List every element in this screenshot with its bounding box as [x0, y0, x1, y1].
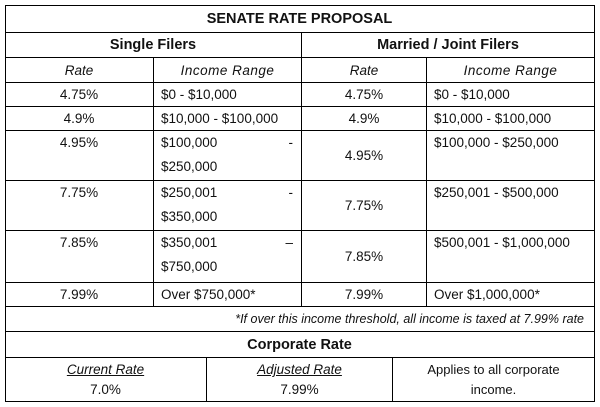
range-end: $350,000	[161, 209, 218, 224]
married-rate-cell: 7.99%	[302, 283, 427, 307]
married-rate-column-header: Rate	[302, 58, 427, 83]
single-range-cell	[154, 131, 302, 181]
current-rate-cell	[5, 358, 207, 402]
single-rate-cell: 7.75%	[5, 181, 154, 231]
single-range-cell: Over $750,000*	[154, 283, 302, 307]
married-filers-header: Married / Joint Filers	[302, 33, 595, 58]
corporate-rate-header: Corporate Rate	[5, 332, 595, 358]
range-dash: -	[288, 135, 293, 150]
adjusted-rate-value: 7.99%	[280, 382, 319, 397]
single-rate-cell: 7.85%	[5, 231, 154, 283]
range-start: $100,000	[161, 135, 218, 150]
footnote: *If over this income threshold, all income is taxed at 7.99% rate	[5, 307, 595, 332]
range-end: $750,000	[161, 259, 218, 274]
single-range-cell	[154, 231, 302, 283]
single-range-cell: $0 - $10,000	[154, 83, 302, 107]
range-start: $350,001	[161, 235, 218, 250]
adjusted-rate-label: Adjusted Rate	[257, 362, 342, 377]
range-dash: -	[288, 185, 293, 200]
range-start: $250,001	[161, 185, 218, 200]
single-rate-column-header: Rate	[5, 58, 154, 83]
married-range-column-header: Income Range	[427, 58, 595, 83]
married-rate-cell: 4.95%	[302, 131, 427, 181]
single-rate-cell: 7.99%	[5, 283, 154, 307]
married-rate-cell: 4.9%	[302, 107, 427, 131]
range-dash: –	[285, 235, 293, 250]
single-rate-cell: 4.95%	[5, 131, 154, 181]
married-rate-cell: 7.85%	[302, 231, 427, 283]
senate-rate-table	[5, 5, 595, 402]
married-range-cell: $500,001 - $1,000,000	[427, 231, 595, 283]
applies-line-2: income.	[470, 382, 517, 397]
single-range-column-header: Income Range	[154, 58, 302, 83]
single-range-cell: $10,000 - $100,000	[154, 107, 302, 131]
single-rate-cell: 4.9%	[5, 107, 154, 131]
married-range-cell: $10,000 - $100,000	[427, 107, 595, 131]
table-title: SENATE RATE PROPOSAL	[5, 5, 595, 33]
current-rate-label: Current Rate	[66, 362, 145, 377]
single-range-cell	[154, 181, 302, 231]
applies-line-1: Applies to all corporate	[427, 362, 560, 377]
married-range-cell: $100,000 - $250,000	[427, 131, 595, 181]
adjusted-rate-cell	[207, 358, 393, 402]
married-rate-cell: 4.75%	[302, 83, 427, 107]
married-range-cell: $0 - $10,000	[427, 83, 595, 107]
married-range-cell: Over $1,000,000*	[427, 283, 595, 307]
current-rate-value: 7.0%	[90, 382, 121, 397]
single-filers-header: Single Filers	[5, 33, 302, 58]
range-end: $250,000	[161, 159, 218, 174]
single-rate-cell: 4.75%	[5, 83, 154, 107]
married-rate-cell: 7.75%	[302, 181, 427, 231]
applies-cell	[393, 358, 595, 402]
married-range-cell: $250,001 - $500,000	[427, 181, 595, 231]
